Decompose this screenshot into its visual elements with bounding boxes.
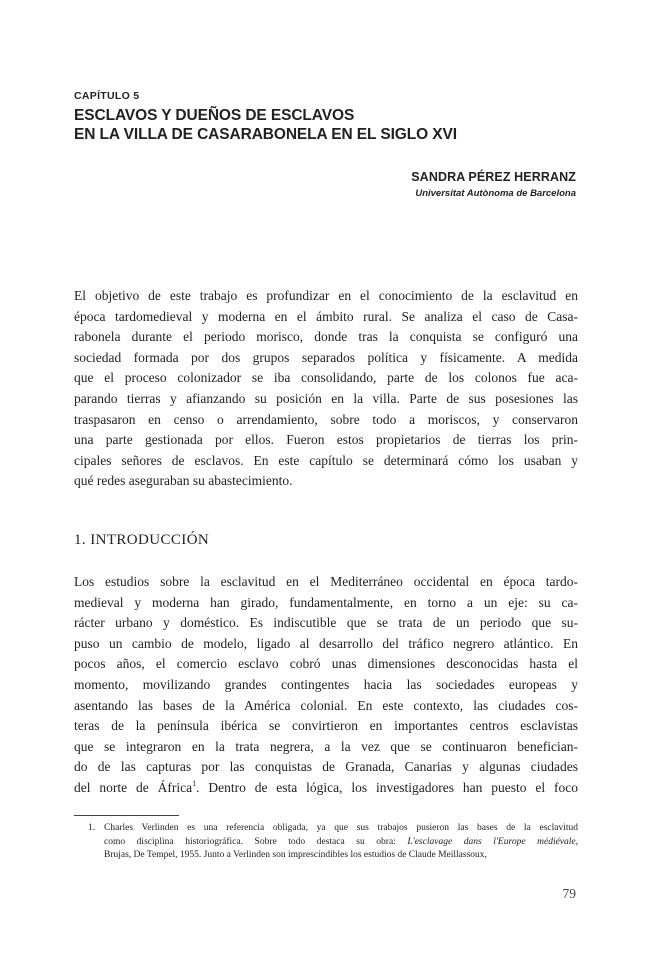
abstract-line: traspasaron en censo o arrendamiento, sobre todo a moriscos, y conservaron	[74, 411, 578, 427]
chapter-title-line: EN LA VILLA DE CASARABONELA EN EL SIGLO XVI	[74, 126, 457, 143]
abstract-line: época tardomedieval y moderna en el ámbito rural. Se analiza el caso de Casa-	[74, 308, 578, 324]
body-text: . Dentro de esta lógica, los investigadores han puesto el foco	[196, 779, 578, 795]
abstract-line: qué redes aseguraban su abastecimiento.	[74, 473, 293, 489]
cited-work-title: L'esclavage dans l'Europe médiévale	[407, 836, 576, 847]
author-affiliation: Universitat Autònoma de Barcelona	[415, 188, 576, 199]
body-line: puso un cambio de modelo, ligado al desarrollo del tráfico negrero atlántico. En	[74, 635, 578, 651]
body-line: pocos años, el comercio esclavo cobró unas dimensiones desconocidas hasta el	[74, 656, 578, 672]
abstract-paragraph	[74, 286, 578, 492]
abstract-line: cipales señores de esclavos. En este capítulo se determinará cómo los usaban y	[74, 452, 578, 468]
body-line	[74, 778, 578, 799]
footnote-text: ,	[575, 836, 578, 847]
body-text: del norte de África	[74, 779, 193, 795]
abstract-line: que el proceso colonizador se iba consolidando, parte de los colonos fue aca-	[74, 370, 578, 386]
footnote-line: Brujas, De Tempel, 1955. Junto a Verlinden son imprescindibles los estudios de Claude Meillassoux,	[104, 850, 487, 860]
body-line: que se integraron en la trata negrera, a la vez que se continuaron benefician-	[74, 738, 578, 754]
abstract-line: El objetivo de este trabajo es profundizar en el conocimiento de la esclavitud en	[74, 288, 578, 303]
page-number: 79	[562, 886, 576, 901]
body-line: do de las capturas por las conquistas de Granada, Canarias y algunas ciudades	[74, 759, 578, 775]
footnote-divider	[74, 815, 179, 816]
footnote-line	[104, 836, 578, 850]
footnote-line: Charles Verlinden es una referencia obligada, ya que sus trabajos pusieron las bases de la esclavitud	[104, 823, 578, 833]
abstract-line: parando tierras y afianzando su posición en la villa. Parte de sus posesiones las	[74, 390, 578, 406]
body-line: medieval y moderna han girado, fundamentalmente, en torno a un eje: su ca-	[74, 594, 578, 610]
body-line: teras de la península ibérica se convirtieron en importantes centros esclavistas	[74, 718, 578, 734]
footnote-text: como disciplina historiográfica. Sobre todo destaca su obra:	[104, 836, 396, 847]
section-heading: 1. INTRODUCCIÓN	[74, 532, 210, 548]
body-line: momento, movilizando grandes contingentes hacia las sociedades europeas y	[74, 676, 578, 692]
footnote-number: 1.	[88, 823, 96, 833]
footnote-reference[interactable]: 1	[192, 778, 197, 788]
abstract-line: rabonela durante el periodo morisco, donde tras la conquista se configuró una	[74, 329, 578, 345]
abstract-line: sociedad formada por dos grupos separados política y físicamente. A medida	[74, 349, 578, 365]
chapter-label: CAPÍTULO 5	[74, 90, 140, 102]
chapter-title	[74, 106, 574, 144]
body-line: asentando las bases de la América colonial. En este contexto, las ciudades cos-	[74, 697, 578, 713]
chapter-title-line: ESCLAVOS Y DUEÑOS DE ESCLAVOS	[74, 107, 355, 124]
body-line: rácter urbano y doméstico. Es indiscutible que se trata de un periodo que su-	[74, 615, 578, 631]
author-name: SANDRA PÉREZ HERRANZ	[411, 170, 576, 184]
footnote-body	[104, 822, 578, 863]
body-paragraph	[74, 572, 578, 799]
abstract-line: una parte gestionada por ellos. Fueron estos propietarios de tierras los prin-	[74, 432, 578, 448]
body-line: Los estudios sobre la esclavitud en el Mediterráneo occidental en época tardo-	[74, 574, 578, 589]
